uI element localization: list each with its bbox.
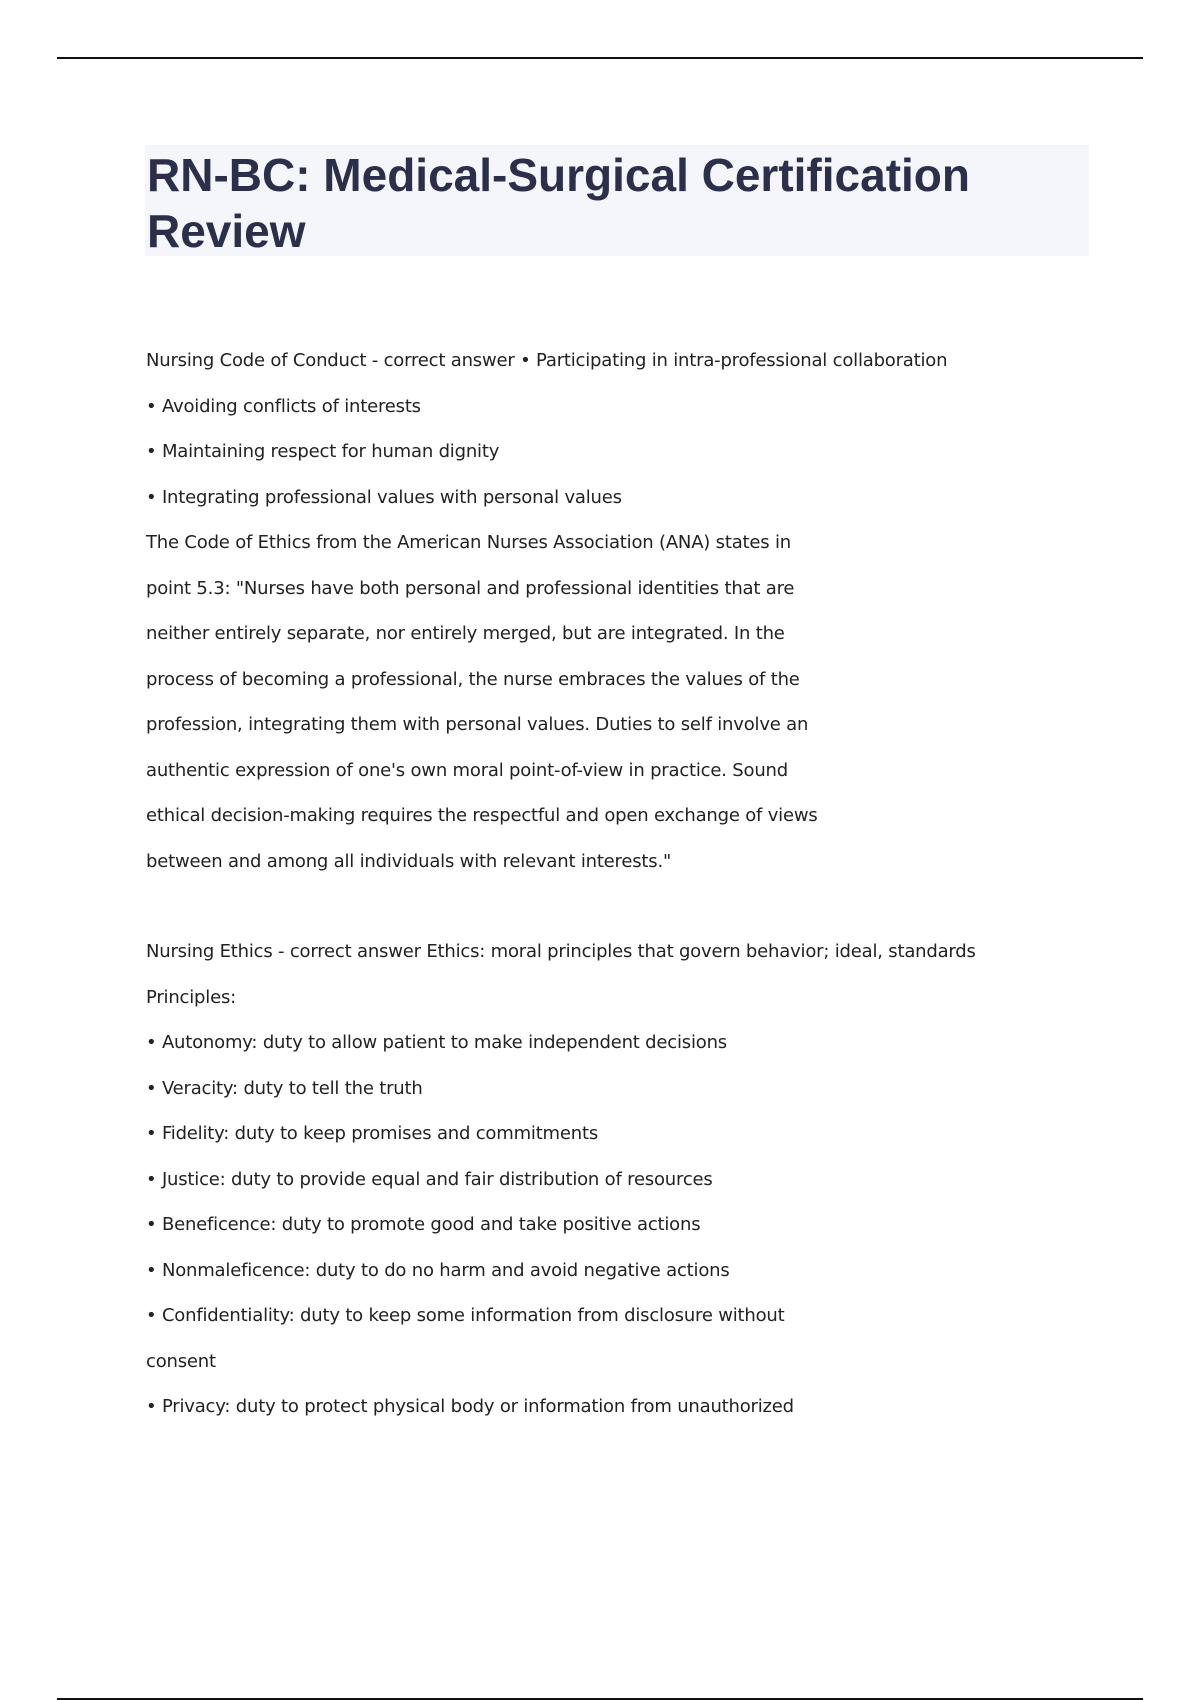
bullet-item: • Fidelity: duty to keep promises and commitments [146,1123,599,1144]
text-line: profession, integrating them with personal values. Duties to self involve an [146,714,809,735]
title-banner [145,145,1089,256]
bullet-item: • Nonmaleficence: duty to do no harm and avoid negative actions [146,1259,730,1281]
bullet-item: • Integrating professional values with personal values [146,486,622,508]
text-line: neither entirely separate, nor entirely merged, but are integrated. In the [146,623,785,644]
text-line: process of becoming a professional, the nurse embraces the values of the [146,668,800,690]
bullet-item: • Confidentiality: duty to keep some information from disclosure without [146,1305,785,1326]
text-line: Nursing Code of Conduct - correct answer • Participating in intra-professional collaboration [146,350,948,371]
text-line: Nursing Ethics - correct answer Ethics: moral principles that govern behavior; ideal, standards [146,941,976,962]
bullet-item: • Justice: duty to provide equal and fair distribution of resources [146,1168,713,1190]
section-spacer [146,889,1046,934]
bullet-item: • Beneficence: duty to promote good and take positive actions [146,1214,701,1235]
document-body [146,343,1046,1435]
text-line: consent [146,1350,216,1372]
bullet-item: • Privacy: duty to protect physical body or information from unauthorized [146,1396,794,1417]
text-line: authentic expression of one's own moral point-of-view in practice. Sound [146,759,788,781]
text-line: between and among all individuals with relevant interests." [146,850,672,872]
document-title: RN-BC: Medical-Surgical Certification Review [147,149,970,257]
section-nursing-code-of-conduct [146,343,1046,889]
bullet-item: • Avoiding conflicts of interests [146,395,421,417]
text-line: ethical decision-making requires the respectful and open exchange of views [146,805,818,826]
bullet-item: • Maintaining respect for human dignity [146,441,500,462]
bullet-item: • Autonomy: duty to allow patient to make independent decisions [146,1032,727,1053]
section-nursing-ethics [146,934,1046,1435]
bullet-item: • Veracity: duty to tell the truth [146,1077,423,1099]
text-line: point 5.3: "Nurses have both personal and professional identities that are [146,577,795,599]
text-line: Principles: [146,986,236,1008]
top-rule [57,57,1143,59]
text-line: The Code of Ethics from the American Nurses Association (ANA) states in [146,532,791,553]
